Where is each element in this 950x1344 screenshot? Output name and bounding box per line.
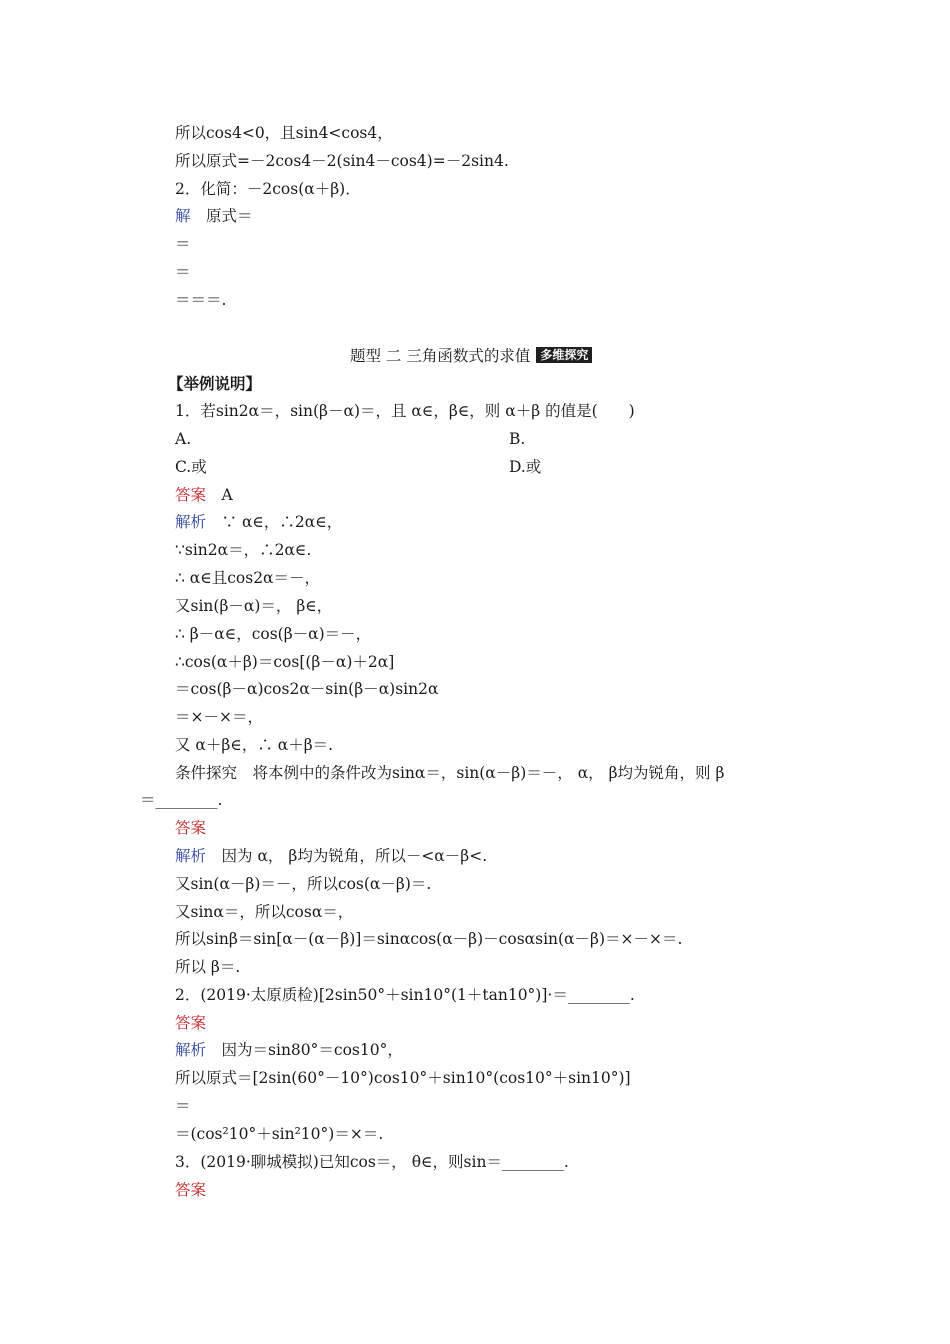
question-2-stem: 2．化简：－2cos(α＋β)． bbox=[175, 180, 361, 198]
analysis-line: ＝(cos²10°＋sin²10°)＝×＝. bbox=[175, 1125, 384, 1143]
example-header: 【举例说明】 bbox=[168, 375, 262, 393]
analysis-line: ＝ bbox=[175, 1097, 191, 1115]
question-3-stem: 3．(2019·聊城模拟)已知cos＝， θ∈，则sin＝________. bbox=[175, 1153, 569, 1171]
section-title-row bbox=[350, 346, 592, 366]
analysis-line: 又sin(α－β)＝－，所以cos(α－β)＝. bbox=[175, 875, 432, 893]
analysis-line: 又sinα＝，所以cosα＝， bbox=[175, 903, 354, 921]
analysis-line: ＝cos(β－α)cos2α－sin(β－α)sin2α bbox=[175, 680, 439, 698]
solution-label: 解 bbox=[175, 207, 191, 225]
answer-label: 答案 bbox=[175, 1181, 207, 1199]
answer-label: 答案 bbox=[175, 1014, 207, 1032]
question-1-stem: 1．若sin2α＝，sin(β－α)＝，且 α∈，β∈，则 α＋β 的值是( ) bbox=[175, 402, 635, 420]
option-b: B. bbox=[509, 430, 526, 448]
analysis-line: ∵sin2α＝，∴2α∈. bbox=[175, 541, 312, 559]
analysis-line: 所以 β＝. bbox=[175, 958, 241, 976]
analysis-label: 解析 bbox=[175, 1041, 207, 1059]
analysis-text: ∵ α∈，∴2α∈， bbox=[221, 513, 343, 531]
option-c: C.或 bbox=[175, 458, 207, 476]
text-line: ＝＝＝. bbox=[175, 291, 227, 309]
option-d: D.或 bbox=[509, 458, 542, 476]
analysis-line: 所以sinβ＝sin[α－(α－β)]＝sinαcos(α－β)－cosαsin(α－β)＝×－×＝. bbox=[175, 930, 683, 948]
option-a: A. bbox=[175, 430, 192, 448]
answer-row bbox=[175, 485, 233, 505]
analysis-text: 因为＝sin80°＝cos10°， bbox=[221, 1041, 403, 1059]
text-line: 所以cos4<0，且sin4<cos4， bbox=[175, 124, 393, 142]
analysis-row bbox=[175, 1040, 403, 1060]
analysis-row bbox=[175, 846, 487, 866]
section-badge: 多维探究 bbox=[536, 347, 592, 363]
text-line: ＝ bbox=[175, 235, 191, 253]
solution-text: 原式＝ bbox=[206, 207, 253, 225]
question-2-stem: 2．(2019·太原质检)[2sin50°＋sin10°(1＋tan10°)]·＝________. bbox=[175, 986, 635, 1004]
analysis-line: ∴cos(α＋β)＝cos[(β－α)＋2α] bbox=[175, 653, 395, 671]
analysis-line: ＝×－×＝， bbox=[175, 708, 263, 726]
analysis-label: 解析 bbox=[175, 513, 207, 531]
text-line: 所以原式=－2cos4－2(sin4－cos4)=－2sin4. bbox=[175, 152, 509, 170]
analysis-line: ∴ β－α∈，cos(β－α)＝－， bbox=[175, 625, 372, 643]
answer-label: 答案 bbox=[175, 819, 207, 837]
variant-stem-cont: ＝________. bbox=[140, 791, 223, 809]
analysis-line: 所以原式＝[2sin(60°－10°)cos10°＋sin10°(cos10°＋sin10°)] bbox=[175, 1069, 631, 1087]
analysis-row bbox=[175, 512, 342, 532]
analysis-line: 又sin(β－α)＝， β∈， bbox=[175, 597, 333, 615]
text-line: ＝ bbox=[175, 263, 191, 281]
analysis-label: 解析 bbox=[175, 847, 207, 865]
analysis-line: ∴ α∈且cos2α＝－， bbox=[175, 569, 321, 587]
analysis-line: 又 α＋β∈，∴ α＋β＝. bbox=[175, 736, 334, 754]
variant-stem: 条件探究 将本例中的条件改为sinα＝，sin(α－β)＝－， α， β均为锐角，则 β bbox=[175, 764, 725, 782]
answer-value: A bbox=[221, 486, 233, 504]
answer-label: 答案 bbox=[175, 486, 207, 504]
solution-line bbox=[175, 206, 253, 226]
section-title: 题型 二 三角函数式的求值 bbox=[350, 347, 531, 365]
analysis-text: 因为 α， β均为锐角，所以－<α－β<. bbox=[221, 847, 488, 865]
